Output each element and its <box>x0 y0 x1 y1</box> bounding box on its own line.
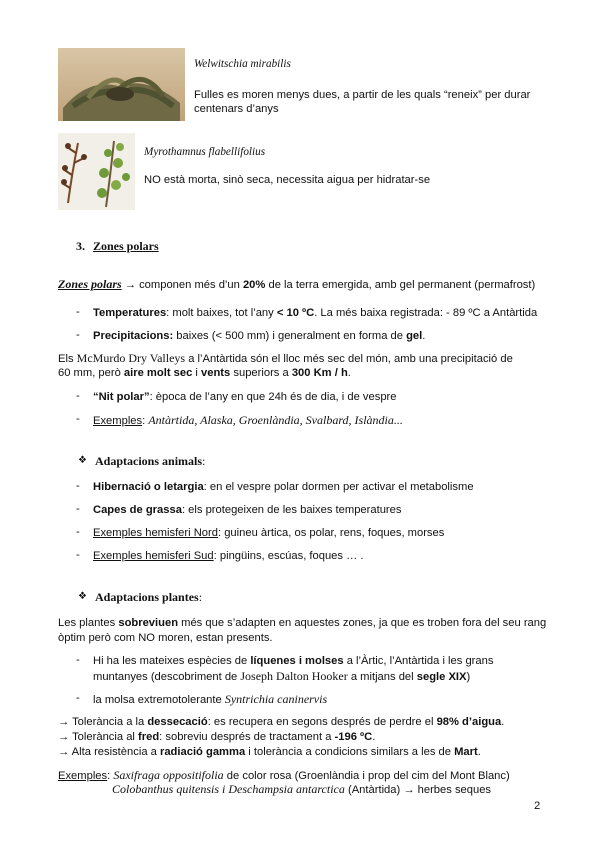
tolerance-2 <box>58 730 375 744</box>
mcmurdo-name: McMurdo Dry Valleys <box>76 351 186 365</box>
arrow: → <box>124 279 136 291</box>
bold-text: sobreviuen <box>118 617 179 629</box>
item-text: : en el vespre polar dormen per activar el metabolisme <box>203 481 474 493</box>
dash: - <box>76 549 80 561</box>
welwitschia-photo <box>58 48 185 121</box>
plant-name-1: Welwitschia mirabilis <box>194 58 291 70</box>
plant-bullet-2 <box>93 692 327 707</box>
bold-text: radiació gamma <box>159 746 246 758</box>
bullet-bold: < 10 ºC <box>276 307 315 319</box>
examples-label: Exemples <box>58 770 108 782</box>
text: i tolerància a condicions similars a les de <box>245 746 455 758</box>
text: ) <box>466 671 471 683</box>
intro-line <box>58 277 535 292</box>
mcmurdo-line-1 <box>58 351 513 366</box>
diamond-icon: ❖ <box>78 591 87 602</box>
bold-text: dessecació <box>147 716 208 728</box>
plant-desc-2: NO està morta, sinò seca, necessita aigua per hidratar-se <box>144 174 431 186</box>
bullet-precipitacions <box>93 329 425 343</box>
intro-pct: 20% <box>242 279 266 291</box>
bullet-text: : època de l’any en que 24h és de dia, i de vespre <box>149 391 397 403</box>
tolerance-1 <box>58 715 504 729</box>
text: : sobreviu després de tractament a <box>159 731 335 743</box>
text: més que s’adapten en aquestes zones, ja que es troben fora del seu rang <box>178 617 547 629</box>
animal-item-2 <box>93 503 401 517</box>
section-number: 3. <box>76 239 85 253</box>
bold-text: 300 Km / h <box>291 367 348 379</box>
plant-name-2: Myrothamnus flabellifolius <box>144 146 266 158</box>
page-number: 2 <box>534 800 541 812</box>
plant-para-2: òptim però com NO moren, estan presents. <box>58 632 273 644</box>
intro-term: Zones polars <box>58 277 122 291</box>
text: . <box>501 716 505 728</box>
text: la molsa extremotolerante <box>93 694 225 706</box>
bullet-text: baixes (< 500 mm) i generalment en forma de <box>173 330 407 342</box>
dash: - <box>76 503 80 515</box>
item-label: Hibernació o letargia <box>93 481 204 493</box>
bold-text: segle XIX <box>416 671 467 683</box>
dash: - <box>76 390 80 402</box>
diamond-icon: ❖ <box>78 455 87 466</box>
bullet-text: . La més baixa registrada: - 89 ºC a Antàrtida <box>314 307 538 319</box>
item-text: : els protegeixen de les baixes temperatures <box>181 504 402 516</box>
text: a l’Antàrtida són el lloc més sec del món, amb una precipitació de <box>185 353 513 365</box>
myrothamnus-photo <box>58 133 135 210</box>
bold-text: -196 ºC <box>334 731 373 743</box>
text: . <box>477 746 481 758</box>
dash: - <box>76 306 80 318</box>
dash: - <box>76 413 80 425</box>
text: muntanyes (descobriment de <box>93 671 241 683</box>
plant-bullet-1a <box>93 654 493 668</box>
dash: - <box>76 654 80 666</box>
text: a mitjans del <box>347 671 417 683</box>
person-name: Joseph Dalton Hooker <box>240 669 348 683</box>
bullet-exemples <box>93 413 403 428</box>
dash: - <box>76 526 80 538</box>
section-title: Zones polars <box>93 239 159 253</box>
colon: : <box>202 454 206 468</box>
bullet-text: : <box>142 415 149 427</box>
dash: - <box>76 480 80 492</box>
text: . <box>347 367 351 379</box>
text: (Antàrtida) → herbes seques <box>344 784 492 796</box>
bullet-bold: gel <box>406 330 423 342</box>
text: → Tolerància al <box>58 731 139 743</box>
text: 60 mm, però <box>58 367 124 379</box>
text: superiors a <box>230 367 292 379</box>
bullet-text: : molt baixes, tot l’any <box>166 307 277 319</box>
item-text: : guineu àrtica, os polar, rens, foques, morses <box>217 527 445 539</box>
species-name: Colobanthus quitensis i Deschampsia antarctica <box>112 782 345 796</box>
intro-text-b: de la terra emergida, amb gel permanent (permafrost) <box>265 279 536 291</box>
bold-text: fred <box>138 731 160 743</box>
plant-desc-1b: centenars d’anys <box>194 103 279 115</box>
plant-heading <box>95 590 202 604</box>
bullet-label: Precipitacions: <box>93 330 174 342</box>
text: i <box>192 367 202 379</box>
bold-text: 98% d’aigua <box>436 716 502 728</box>
text: . <box>372 731 376 743</box>
animal-item-4 <box>93 549 364 563</box>
mcmurdo-line-2 <box>58 366 351 380</box>
tolerance-3 <box>58 745 481 759</box>
bullet-temperatures <box>93 306 537 320</box>
dash: - <box>76 692 80 704</box>
text: Les plantes <box>58 617 119 629</box>
item-text: : pingüins, escúas, foques … . <box>213 550 364 562</box>
item-label: Capes de grassa <box>93 504 182 516</box>
item-label: Exemples hemisferi Sud <box>93 550 214 562</box>
bullet-text: . <box>422 330 426 342</box>
intro-text-a: componen més d’un <box>135 279 243 291</box>
colon: : <box>107 770 114 782</box>
text: → Tolerància a la <box>58 716 148 728</box>
text: → Alta resistència a <box>58 746 160 758</box>
text: Els <box>58 353 77 365</box>
text: de color rosa (Groenlàndia i prop del cim del Mont Blanc) <box>223 770 510 782</box>
text: Hi ha les mateixes espècies de <box>93 655 251 667</box>
bold-text: Mart <box>454 746 478 758</box>
bullet-label: Exemples <box>93 415 143 427</box>
heading-text: Adaptacions plantes <box>95 590 199 604</box>
plant-para-1 <box>58 616 546 630</box>
examples-line-2 <box>112 782 491 797</box>
plant-desc-1a: Fulles es moren menys dues, a partir de les quals “reneix” per durar <box>194 89 531 101</box>
bold-text: aire molt sec <box>123 367 193 379</box>
bullet-nit-polar <box>93 390 397 404</box>
plant-bullet-1b <box>93 669 470 684</box>
species-name: Saxifraga oppositifolia <box>113 768 224 782</box>
colon: : <box>198 590 203 604</box>
bullet-label: “Nit polar” <box>93 391 150 403</box>
animal-heading <box>95 454 205 468</box>
item-label: Exemples hemisferi Nord <box>93 527 218 539</box>
species-name: Syntrichia caninervis <box>224 692 328 706</box>
bold-text: líquenes i molses <box>250 655 344 667</box>
bullet-italic: Antàrtida, Alaska, Groenlàndia, Svalbard, Islàndia... <box>148 413 403 427</box>
text: a l’Àrtic, l’Antàrtida i les grans <box>343 655 494 667</box>
examples-line-1 <box>58 768 510 783</box>
text: : es recupera en segons després de perdre el <box>207 716 437 728</box>
animal-item-3 <box>93 526 444 540</box>
animal-item-1 <box>93 480 474 494</box>
bold-text: vents <box>201 367 231 379</box>
dash: - <box>76 329 80 341</box>
heading-text: Adaptacions animals <box>95 454 203 468</box>
bullet-label: Temperatures <box>93 307 167 319</box>
